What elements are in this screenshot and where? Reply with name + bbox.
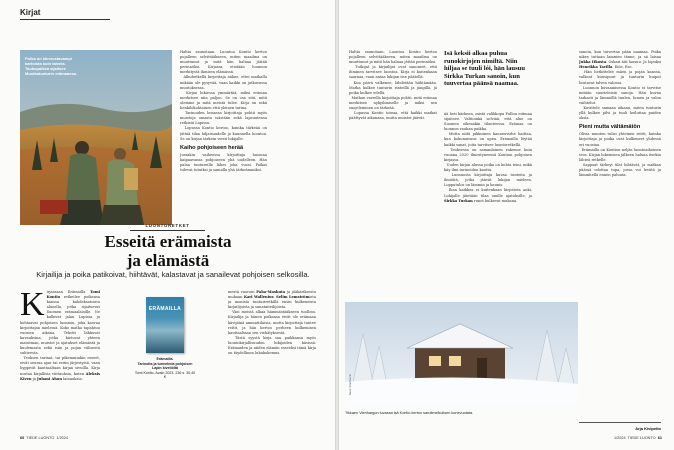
right-page (339, 0, 674, 450)
article-lead: Kirjailija ja poika patikoivat, hiihtävät, kalastavat ja sanailevat pohjoisen selkosilla. (36, 270, 310, 279)
photo-caption: Pulka on kiinnostavampi kartoista kuin talveia. Taukopaikka sijaitsee Muotkatunturin erämaassa. (25, 56, 78, 76)
hut-photo-credit: Kuva: Tomi Kontio (349, 374, 352, 395)
left-page (0, 0, 335, 450)
hero-photo (20, 50, 172, 225)
book-caption (134, 357, 196, 380)
section-label: Kirjat (20, 8, 110, 20)
right-column-2: ää heti kärkeen, mistä valikkopa Pullon erämaa sijaitsee. Valtioinkä selviää, että alue on Suomen oikeaakin tilanteessa. Erämaa on luonnon rauhan paikka. Mutta niitä pikkuinen kauneuvirhe haittaa, kun kokonaisuus on upea. Erämailla löytää kaikki sanat, joita tarvitsee luontoretkellä. Teoksessa on samanlainen rakenne kuin vuonna 2020 ilmestyneessä Kontion pohjoisen kirjassa. Uuden kirjan alussa poika on kohta teini, mikä käy ilmi tarinoiden kautta. Luonnosta kirjoittaja kuvaa tunteita ja ilmiöitä, jotka jäävät lukijan mieleen. Lopputulos on lämmin ja kaunis. Ihan kaikkea ei kuitenkaan kirjoiteta auki. Lukijalle jätetään tilaa omille ajatuksille, ja Sirkka Turkan runot kulkevat mukana. (444, 112, 532, 203)
signature-rule (579, 422, 661, 423)
article-title (28, 232, 308, 270)
body-column-1: Kirjassaan Erämailla Tomi Kontio retkeilee poikansa kanssa kahdeksatoista alueella, jotka sijaitsevat Suomen erämaalaisille. Ne kulkivat jalan Lapissa ja kohtaavat pohjoisen luonnon, joka kasvaa kirjoittajan mielessä. Koko matka tapahtuu vuosien aikana. Tekstit liikkuvat kuvauksina, jotka kietovat yhteen maiseman, muistot ja ajatukset elämästä ja kuolemasta sekä isän ja pojan välisestä suhteesta. Teoksen tarinat, tai pikemminkin esseet, eivät seuraa ajan tai reitin järjestystä, vaan hyppivät kauttaaltaan kirjan sivuilla. Kirja nostaa kirjallisia viittauksia, kuten Aleksis Kiven ja Juhani Ahon lainauksia. (20, 290, 100, 381)
kicker-rule (130, 230, 205, 231)
folio-left: 60 TIEDE LUONTO 1/2024 (20, 436, 69, 440)
hut-caption: Tikkaen Vierihargon tuvassa isä Kontio kertoo saruitmelkolisen konevuotata. (345, 411, 474, 415)
reviewer-signature: Arja Kivipelto (635, 426, 661, 431)
body-column-3: Haltia saunotaan. Luontoa Kontio kertoo pojalleen selvittääkseen, miten maailma on muuttunut ja mitä hän haluaa jättää perinnöksi. Kirjassa etsitään luonnon merkitystä ihmisen elämässä. Alkuhetkellä kirjoittaja näkee, ettei matkalla mikään ole pysyvää, vaan kaikki on jatkuvassa muutoksessa. Kirjaa lukiessa ymmärtää, miksi erämaa merkitsee niin paljon. Se on osa sitä, mitä olemme ja mitä meistä tulee. Kirja on sekä henkilökohtainen että yleinen tarina. Tarinoiden lomassa kirjoittaja pohtii myös muistoja omasta isästään sekä lapsuutensa retkistä Lapissa. Lopussa Kontio kertoo, kuinka tärkeää on jättää tilaa hiljaisuudelle ja kuunnella luontoa. Se on kirjan tärkein viesti lukijalle. Kaiho pohjoiseen herää Jossakin vaiheessa kirjoittaja huomaa kaipaavansa pohjoiseen yhä uudelleen. Hän palaa tuntureille lähes joka vuosi. Paikat tulevat tutuiksi ja samalla yhä tärkeämmiksi. (180, 50, 267, 172)
book-cover-title: ERÄMAILLA (148, 306, 182, 312)
title-line-1: Esseitä erämaista (104, 232, 232, 251)
hut-photo-illustration (345, 302, 578, 406)
book-caption-subtitle: Tarinoita ja tunnelmia pohjoisen Lapin kiveliöltä (137, 361, 193, 371)
pull-quote: Isä keksii alkaa puhua runokirjojen nimiltä. Niin hiljaa se tuuli lói, hän lausuu Sirkka Turkan sanoin, kun tuuvertaa päänsä naamaa. (444, 50, 525, 88)
subheading-pieni: Pieni mutta vältämätön (579, 124, 641, 131)
drop-cap: K (20, 290, 45, 323)
title-line-2: ja elämästä (126, 251, 210, 270)
folio-right: 1/2024 TIEDE LUONTO 61 (613, 436, 662, 440)
book-cover (146, 297, 184, 353)
hero-photo-illustration (20, 50, 172, 225)
body-column-2: mestä vuoroin Paha-Maskuta ja jääkäriksesta mukaan Kari Wallenius. Selim Lemströmista ja monista tunturiretkillä ensin kulkeneista kirjailijoista ja sanataiteilijoista. Yksi meistä alkaa hämmästääkseen tuolloin. Kirjailija ja hänen poikansa eivät ole erämaan kävijöinä ammattilaisia, mutta kirjoittaja tuntee reitit, ja hän kertoo perheen kulkemisen kauttaaltaan sen viehätyksestä. Tästä syystä kirja saa paikkansa myös luontokirjallisuuden lukijoiden käsissä. Erämaiden ja niiden elämän esseeksi tämä kirja on täydellinen lukukokemus. (228, 290, 316, 356)
author-name: Tomi Kontio (46, 290, 100, 300)
right-column-1: Haltia saunotaan. Luontoa Kontio kertoo pojalleen selvittääkseen, miten maailma on muuttunut ja mitä hän haluaa jättää perinnöksi. Tutkijat ja kirjailijat ovat sanoneet, että ihminen tarvitsee luontoa. Kirja ei kuitenkaan saarnaa, vaan antaa lukijan itse päätellä. Kun päivä valkenee, lähdetään hiihtämään. Matka kulkee tunturin rinteillä ja jängillä, ja poika kulkee edellä. Matkan varrella kirjoittaja pohtii, mitä erämaa merkitsee nykyihmiselle ja miksi sen suojeleminen on tärkeää. Lopussa Kontio toteaa, että kaikki matkat päättyvät aikanaan, mutta muistot jäävät. (349, 50, 437, 121)
book-caption-title: Erämailla. (156, 357, 174, 361)
hut-photo (345, 302, 578, 406)
article-kicker: LUONTORETKET (145, 223, 190, 228)
book-caption-meta: Tomi Kontio. Avain 2023. 236 s. 30,40 € (134, 370, 196, 380)
subheading-kaiho: Kaiho pohjoiseen herää (180, 144, 244, 151)
right-column-3: sanoin, kun tuivertaa pään naamaa. Poika nikee tuttaan lammen tänne, ja sä laisaa Jukka Itkosta. Oskari äiti lausuu. Ja lopuksi Henrikka Tavilla. Eiöe, Ese. Hän hetkittelee mäen ja pojan kanssa, valkeat kuusipuut ja tunturin huiput loistavat talven valossa. Luonnon kuvaamisessa Kontio ei tarvitse mitään suurieleisiä sanoja. Hän kuvaa tarkasti ja lämmöllä tuulen, lumen ja valon vaihtelut. Kuvittele samaan aikaan, miten tunturin yllä kulkee pilvi ja tuuli heiluttaa puiden oksia. Pieni mutta vältämätön Olivia muuten tulisi yhteinen reitti, kuinka kirjoittaja ja poika ovat kulkeneet yhdessä eri vuosina. Erämailla on Kontion neljäs luontoaiheinen teos. Kirjan lukemisen jälkeen haluaa itsekin lähteä retkelle. Sappaat tärkeyt tilat hihtävät, ja matkan päässä odottaa tupa, jossa voi levätä ja lämmitellä ennen paluuta. (579, 50, 661, 178)
